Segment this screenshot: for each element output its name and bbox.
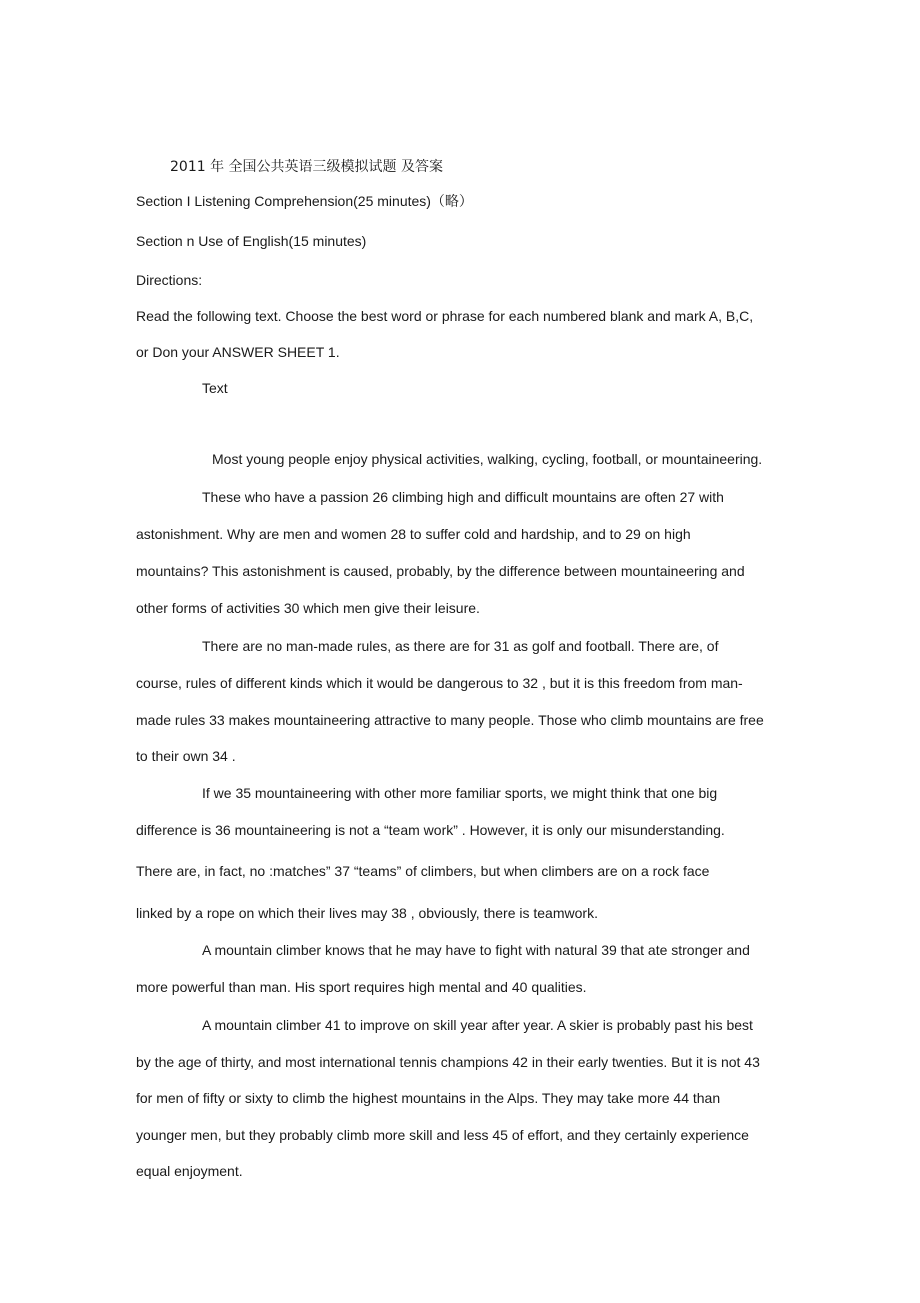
passage-line: to their own 34 .: [136, 748, 236, 764]
passage-line: A mountain climber 41 to improve on skill year after year. A skier is probably past his best: [202, 1017, 753, 1033]
passage-line: difference is 36 mountaineering is not a “team work” . However, it is only our misunderstanding.: [136, 822, 725, 838]
passage-line: made rules 33 makes mountaineering attractive to many people. Those who climb mountains are free: [136, 712, 764, 728]
document-title: 2011 年 全国公共英语三级模拟试题 及答案: [170, 159, 443, 175]
passage-line: younger men, but they probably climb more skill and less 45 of effort, and they certainly experience: [136, 1127, 749, 1143]
passage-line: A mountain climber knows that he may have to fight with natural 39 that ate stronger and: [202, 942, 750, 958]
passage-line: There are, in fact, no :matches” 37 “teams” of climbers, but when climbers are on a rock face: [136, 863, 710, 879]
passage-line: equal enjoyment.: [136, 1163, 243, 1179]
passage-line: linked by a rope on which their lives may 38 , obviously, there is teamwork.: [136, 905, 598, 921]
passage-line: by the age of thirty, and most international tennis champions 42 in their early twenties. But it is not 43: [136, 1054, 760, 1070]
passage-line: other forms of activities 30 which men give their leisure.: [136, 600, 480, 616]
directions-line-2: or Don your ANSWER SHEET 1.: [136, 344, 340, 360]
section-2-heading: Section n Use of English(15 minutes): [136, 233, 367, 249]
text-label: Text: [202, 380, 228, 396]
section-1-heading: Section I Listening Comprehension(25 minutes)（略）: [136, 193, 473, 209]
passage-line: There are no man-made rules, as there are for 31 as golf and football. There are, of: [202, 638, 719, 654]
passage-line: These who have a passion 26 climbing high and difficult mountains are often 27 with: [202, 489, 724, 505]
passage-line: If we 35 mountaineering with other more familiar sports, we might think that one big: [202, 785, 718, 801]
directions-label: Directions:: [136, 272, 203, 288]
passage-line: course, rules of different kinds which it would be dangerous to 32 , but it is this freedom from man-: [136, 675, 743, 691]
passage-line: astonishment. Why are men and women 28 to suffer cold and hardship, and to 29 on high: [136, 526, 691, 542]
passage-line: more powerful than man. His sport requires high mental and 40 qualities.: [136, 979, 587, 995]
passage-line: mountains? This astonishment is caused, probably, by the difference between mountaineering and: [136, 563, 745, 579]
passage-line: Most young people enjoy physical activities, walking, cycling, football, or mountaineering.: [212, 451, 763, 467]
passage-line: for men of fifty or sixty to climb the highest mountains in the Alps. They may take more 44 than: [136, 1090, 721, 1106]
directions-line-1: Read the following text. Choose the best word or phrase for each numbered blank and mark A, B,C,: [136, 308, 754, 324]
